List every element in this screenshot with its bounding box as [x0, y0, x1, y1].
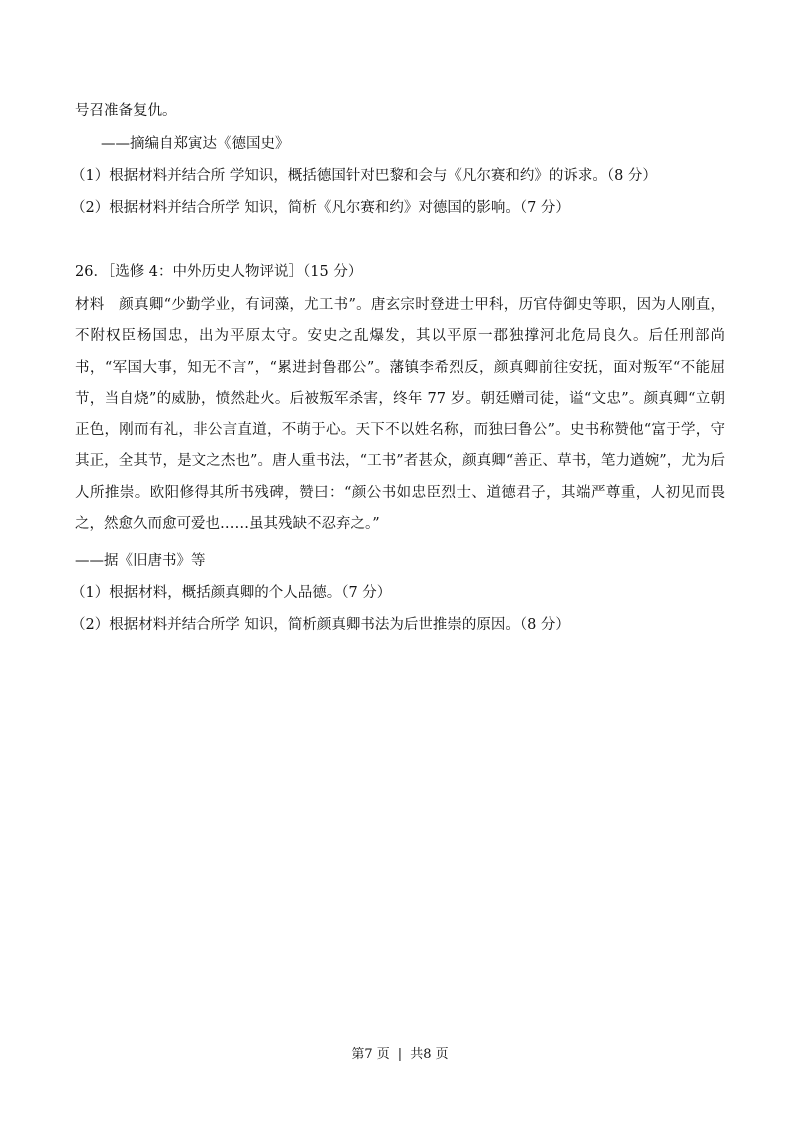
question-26-1: （1）根据材料，概括颜真卿的个人品德。（7 分） — [71, 585, 392, 601]
continuation-text: 号召准备复仇。 — [75, 103, 177, 119]
question-26-2: （2）根据材料并结合所学 知识，简析颜真卿书法为后世推崇的原因。（8 分） — [71, 617, 570, 633]
source-citation-26: ——据《旧唐书》等 — [75, 553, 206, 569]
page-total: 共8 页 — [410, 1047, 449, 1062]
question-26-heading: 26．［选修 4：中外历史人物评说］（15 分） — [75, 264, 363, 280]
page-number: 第7 页 — [351, 1047, 390, 1062]
question-25-1: （1）根据材料并结合所 学知识，概括德国针对巴黎和会与《凡尔赛和约》的诉求。（8 分） — [71, 168, 657, 184]
footer-separator: | — [397, 1047, 403, 1062]
question-25-2: （2）根据材料并结合所学 知识，简析《凡尔赛和约》对德国的影响。（7 分） — [71, 200, 570, 216]
source-citation-25: ——摘编自郑寅达《德国史》 — [101, 136, 290, 152]
page-footer — [0, 1046, 800, 1064]
material-paragraph: 材料 颜真卿“少勤学业，有词藻，尤工书”。唐玄宗时登进士甲科，历官侍御史等职，因为人刚直，不附权臣杨国忠，出为平原太守。安史之乱爆发，其以平原一郡独撑河北危局良久。后任刑部尚书，“军国大事，知无不言”，“累进封鲁郡公”。藩镇李希烈反，颜真卿前往安抚，面对叛军“不能屈节，当自烧”的威胁，愤然赴火。后被叛军杀害，终年 77 岁。朝廷赠司徒，谥“文忠”。颜真卿“立朝正色，刚而有礼，非公言直道，不萌于心。天下不以姓名称，而独曰鲁公”。史书称赞他“富于学，守其正，全其节，是文之杰也”。唐人重书法，“工书”者甚众，颜真卿“善正、草书，笔力遒婉”，尤为后人所推崇。欧阳修得其所书残碑，赞曰：“颜公书如忠臣烈士、道德君子，其端严尊重，人初见而畏之，然愈久而愈可爱也……虽其残缺不忍弃之。” — [75, 297, 725, 533]
